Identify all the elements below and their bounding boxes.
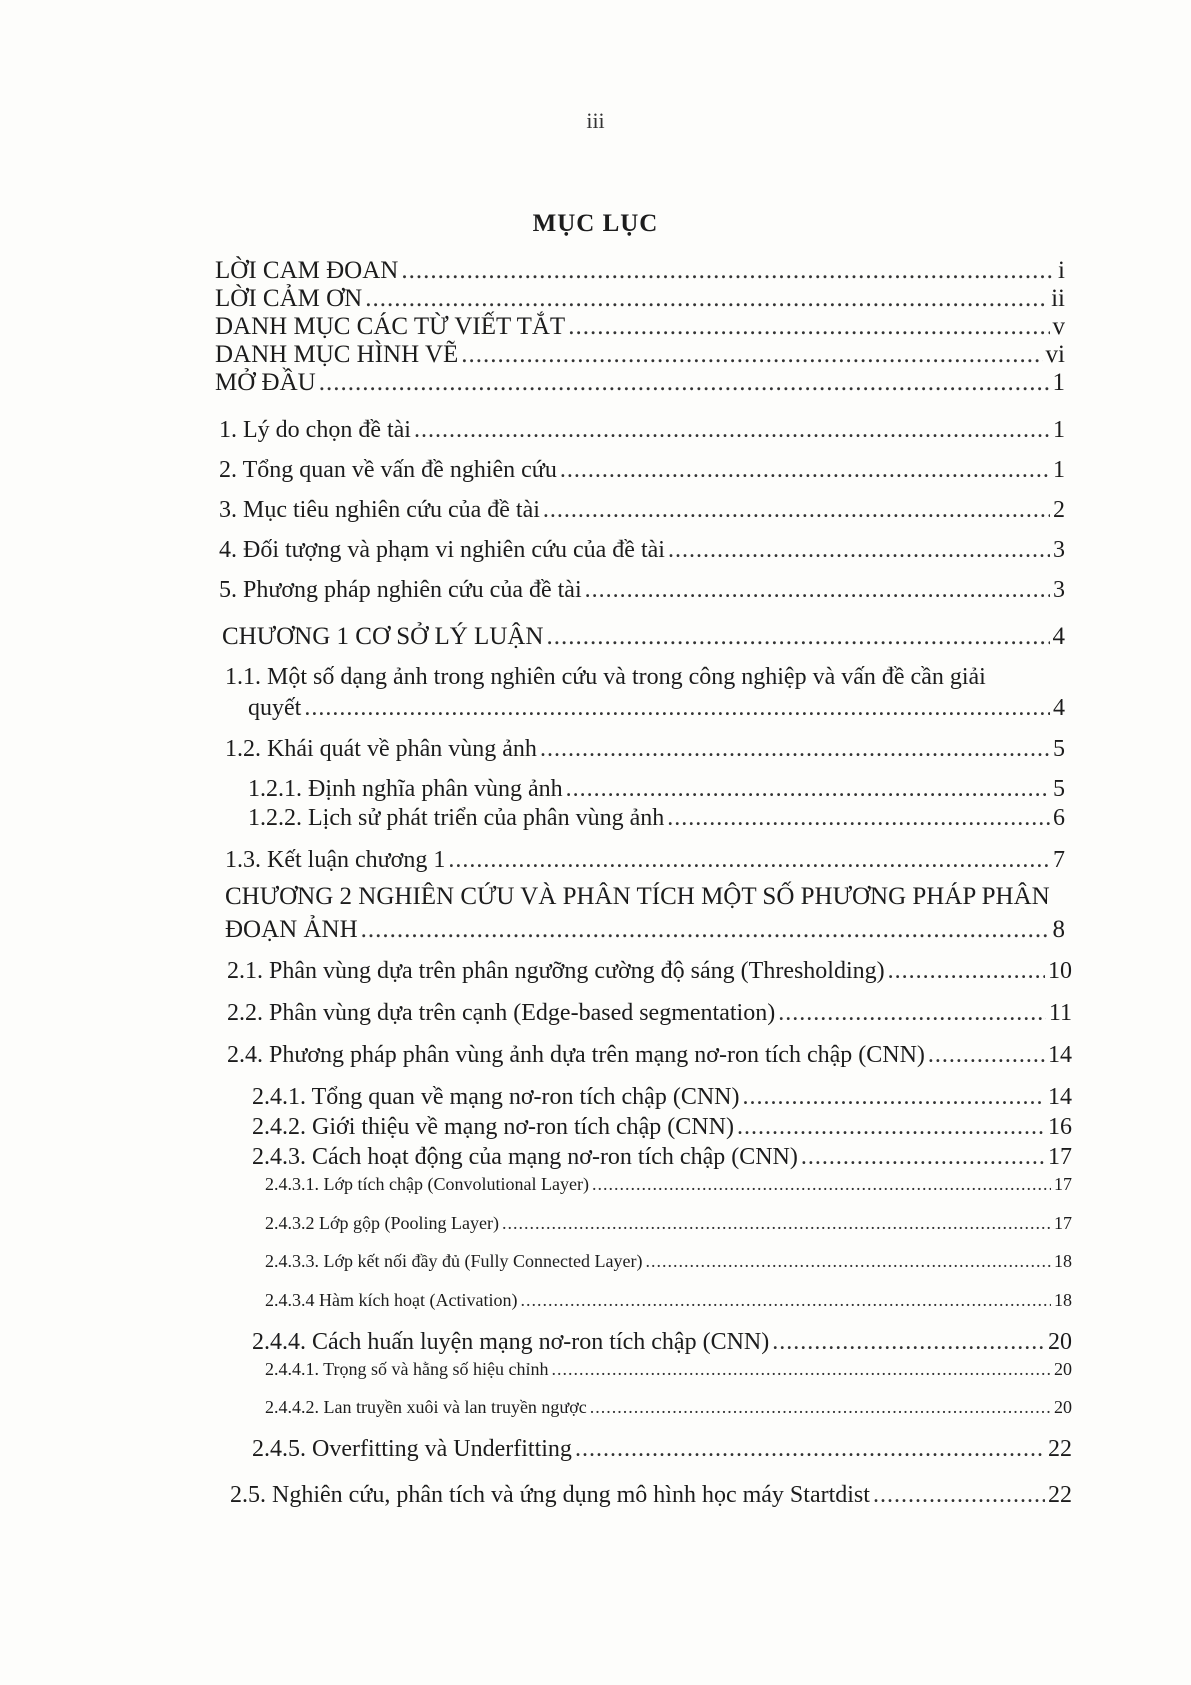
toc-entry-page: 17 <box>1054 1174 1072 1194</box>
toc-entry-page: 6 <box>1053 805 1065 831</box>
dot-leader <box>365 286 1048 311</box>
dot-leader <box>568 314 1049 339</box>
toc-entry-page: 2 <box>1053 497 1065 523</box>
toc-entry-text-line1: CHƯƠNG 2 NGHIÊN CỨU VÀ PHÂN TÍCH MỘT SỐ PHƯƠNG PHÁP PHÂN <box>225 883 1050 910</box>
dot-leader <box>667 806 1050 830</box>
dot-leader <box>645 1252 1051 1270</box>
toc-entry-page: 8 <box>1052 916 1065 943</box>
toc-entry-page: 1 <box>1053 457 1065 483</box>
dot-leader <box>304 696 1050 720</box>
toc-entry[interactable] <box>265 1214 1072 1232</box>
toc-entry-page: 5 <box>1053 776 1065 802</box>
toc-entry[interactable] <box>215 286 1065 311</box>
dot-leader <box>668 538 1050 562</box>
toc-entry-text: 1.2.1. Định nghĩa phân vùng ảnh <box>248 776 563 802</box>
toc-entry-page: 18 <box>1054 1290 1072 1310</box>
toc-entry[interactable] <box>227 1001 1072 1025</box>
toc-entry-text: DANH MỤC CÁC TỪ VIẾT TẮT <box>215 313 566 340</box>
toc-entry-text: 2.1. Phân vùng dựa trên phân ngưỡng cường độ sáng (Thresholding) <box>227 958 885 984</box>
toc-entry[interactable] <box>252 1115 1072 1139</box>
toc-entry-page: 17 <box>1054 1213 1072 1233</box>
toc-entry-text: CHƯƠNG 1 CƠ SỞ LÝ LUẬN <box>222 623 544 650</box>
toc-entry[interactable] <box>219 418 1065 442</box>
toc-entry-text: MỞ ĐẦU <box>215 369 316 396</box>
toc-entry[interactable] <box>215 314 1065 339</box>
toc-entry-text: 2.4.3.4 Hàm kích hoạt (Activation) <box>265 1290 518 1310</box>
toc-entry-page: 1 <box>1052 369 1065 396</box>
toc-entry[interactable] <box>252 1330 1072 1354</box>
dot-leader <box>772 1330 1045 1354</box>
toc-entry[interactable] <box>248 777 1065 801</box>
toc-entry-page: 10 <box>1048 958 1072 984</box>
toc-entry-text: 2.4.3. Cách hoạt động của mạng nơ-ron tích chập (CNN) <box>252 1144 798 1170</box>
toc-entry-page: 4 <box>1052 623 1065 650</box>
toc-entry-page: 5 <box>1053 736 1065 762</box>
toc-entry-page: 16 <box>1048 1114 1072 1140</box>
toc-entry-page: ii <box>1051 285 1065 312</box>
dot-leader <box>540 737 1050 761</box>
toc-entry-page: 18 <box>1054 1251 1072 1271</box>
toc-entry-text: 2.4.4.2. Lan truyền xuôi và lan truyền ngược <box>265 1397 587 1417</box>
toc-entry-page: 4 <box>1053 695 1065 721</box>
dot-leader <box>552 1360 1052 1378</box>
toc-entry[interactable] <box>265 1252 1072 1270</box>
toc-entry-page: 3 <box>1053 537 1065 563</box>
toc-entry[interactable] <box>225 917 1065 942</box>
dot-leader <box>502 1214 1051 1232</box>
toc-entry-text: 2.4.1. Tổng quan về mạng nơ-ron tích chập (CNN) <box>252 1084 740 1110</box>
toc-entry[interactable] <box>215 370 1065 395</box>
toc-entry[interactable] <box>227 1043 1072 1067</box>
dot-leader <box>361 917 1050 942</box>
dot-leader <box>560 458 1050 482</box>
dot-leader <box>414 418 1050 442</box>
toc-entry[interactable] <box>219 458 1065 482</box>
dot-leader <box>873 1483 1045 1507</box>
toc-entry[interactable] <box>219 578 1065 602</box>
toc-entry-page: 7 <box>1053 847 1065 873</box>
dot-leader <box>590 1398 1051 1416</box>
toc-entry[interactable] <box>265 1175 1072 1193</box>
toc-entry-text: 1.3. Kết luận chương 1 <box>225 847 446 873</box>
toc-entry-text: 2.4.3.3. Lớp kết nối đầy đủ (Fully Connected Layer) <box>265 1251 643 1271</box>
toc-entry[interactable] <box>219 498 1065 522</box>
toc-entry-text: 2.4.2. Giới thiệu về mạng nơ-ron tích chập (CNN) <box>252 1114 734 1140</box>
dot-leader <box>461 342 1042 367</box>
dot-leader <box>888 959 1045 983</box>
toc-entry-page: 22 <box>1048 1436 1072 1462</box>
toc-entry-text: 2.4. Phương pháp phân vùng ảnh dựa trên mạng nơ-ron tích chập (CNN) <box>227 1042 925 1068</box>
toc-entry-text: DANH MỤC HÌNH VẼ <box>215 341 459 368</box>
toc-entry-text: 2.5. Nghiên cứu, phân tích và ứng dụng mô hình học máy Startdist <box>230 1482 870 1508</box>
toc-entry-text: LỜI CẢM ƠN <box>215 285 363 312</box>
toc-entry-page: 20 <box>1054 1359 1072 1379</box>
toc-entry[interactable] <box>265 1360 1072 1378</box>
toc-entry-text: 2.2. Phân vùng dựa trên cạnh (Edge-based segmentation) <box>227 1000 776 1026</box>
toc-entry[interactable] <box>252 1085 1072 1109</box>
dot-leader <box>592 1175 1051 1193</box>
toc-entry-text: 3. Mục tiêu nghiên cứu của đề tài <box>219 497 540 523</box>
toc-entry-text: quyết <box>248 695 302 721</box>
toc-entry-page: 11 <box>1048 1000 1072 1026</box>
dot-leader <box>319 370 1050 395</box>
toc-entry-page: i <box>1058 257 1065 284</box>
toc-entry-page: v <box>1052 313 1065 340</box>
dot-leader <box>737 1115 1045 1139</box>
toc-entry-page: 3 <box>1053 577 1065 603</box>
toc-entry[interactable] <box>265 1398 1072 1416</box>
toc-entry[interactable] <box>227 959 1072 983</box>
toc-entry[interactable] <box>252 1145 1072 1169</box>
toc-entry-text: 1.2. Khái quát về phân vùng ảnh <box>225 736 537 762</box>
toc-entry-page: 20 <box>1048 1329 1072 1355</box>
dot-leader <box>928 1043 1045 1067</box>
toc-entry[interactable] <box>248 806 1065 830</box>
toc-entry[interactable] <box>252 1437 1072 1461</box>
toc-entry-text: 4. Đối tượng và phạm vi nghiên cứu của đề tài <box>219 537 665 563</box>
toc-entry-text: 2.4.3.1. Lớp tích chập (Convolutional Layer) <box>265 1174 589 1194</box>
toc-entry-page: 14 <box>1048 1084 1072 1110</box>
dot-leader <box>543 498 1050 522</box>
dot-leader <box>401 258 1055 283</box>
toc-entry-text: ĐOẠN ẢNH <box>225 916 358 943</box>
dot-leader <box>546 624 1049 649</box>
toc-entry[interactable] <box>215 342 1065 367</box>
toc-entry[interactable] <box>215 258 1065 283</box>
toc-entry-page: 14 <box>1048 1042 1072 1068</box>
toc-entry[interactable] <box>225 737 1065 761</box>
toc-entry-text: 2.4.4. Cách huấn luyện mạng nơ-ron tích chập (CNN) <box>252 1329 770 1355</box>
toc-entry-page: 22 <box>1048 1482 1072 1508</box>
toc-entry[interactable] <box>248 696 1065 720</box>
toc-entry-text: LỜI CAM ĐOAN <box>215 257 399 284</box>
dot-leader <box>566 777 1050 801</box>
toc-entry-text: 2.4.5. Overfitting và Underfitting <box>252 1436 572 1462</box>
toc-entry-text: 1. Lý do chọn đề tài <box>219 417 411 443</box>
toc-title: MỤC LỤC <box>532 210 659 237</box>
toc-entry-text: 1.2.2. Lịch sử phát triển của phân vùng ảnh <box>248 805 665 831</box>
dot-leader <box>448 848 1050 872</box>
toc-entry-text-line1: 1.1. Một số dạng ảnh trong nghiên cứu và trong công nghiệp và vấn đề cần giải <box>225 664 986 690</box>
toc-entry[interactable] <box>222 624 1065 649</box>
toc-entry[interactable] <box>265 1291 1072 1309</box>
dot-leader <box>575 1437 1045 1461</box>
dot-leader <box>520 1291 1051 1309</box>
toc-entry-text: 2.4.3.2 Lớp gộp (Pooling Layer) <box>265 1213 499 1233</box>
dot-leader <box>801 1145 1045 1169</box>
toc-entry-page: vi <box>1045 341 1065 368</box>
dot-leader <box>742 1085 1045 1109</box>
dot-leader <box>778 1001 1046 1025</box>
toc-entry-page: 1 <box>1053 417 1065 443</box>
toc-entry[interactable] <box>225 848 1065 872</box>
dot-leader <box>585 578 1050 602</box>
toc-entry[interactable] <box>219 538 1065 562</box>
toc-entry-text: 5. Phương pháp nghiên cứu của đề tài <box>219 577 582 603</box>
toc-entry-page: 17 <box>1048 1144 1072 1170</box>
page-number: iii <box>586 108 605 133</box>
toc-entry-text: 2.4.4.1. Trọng số và hằng số hiệu chỉnh <box>265 1359 549 1379</box>
toc-entry-text: 2. Tổng quan về vấn đề nghiên cứu <box>219 457 557 483</box>
toc-entry-page: 20 <box>1054 1397 1072 1417</box>
toc-entry[interactable] <box>230 1483 1072 1507</box>
